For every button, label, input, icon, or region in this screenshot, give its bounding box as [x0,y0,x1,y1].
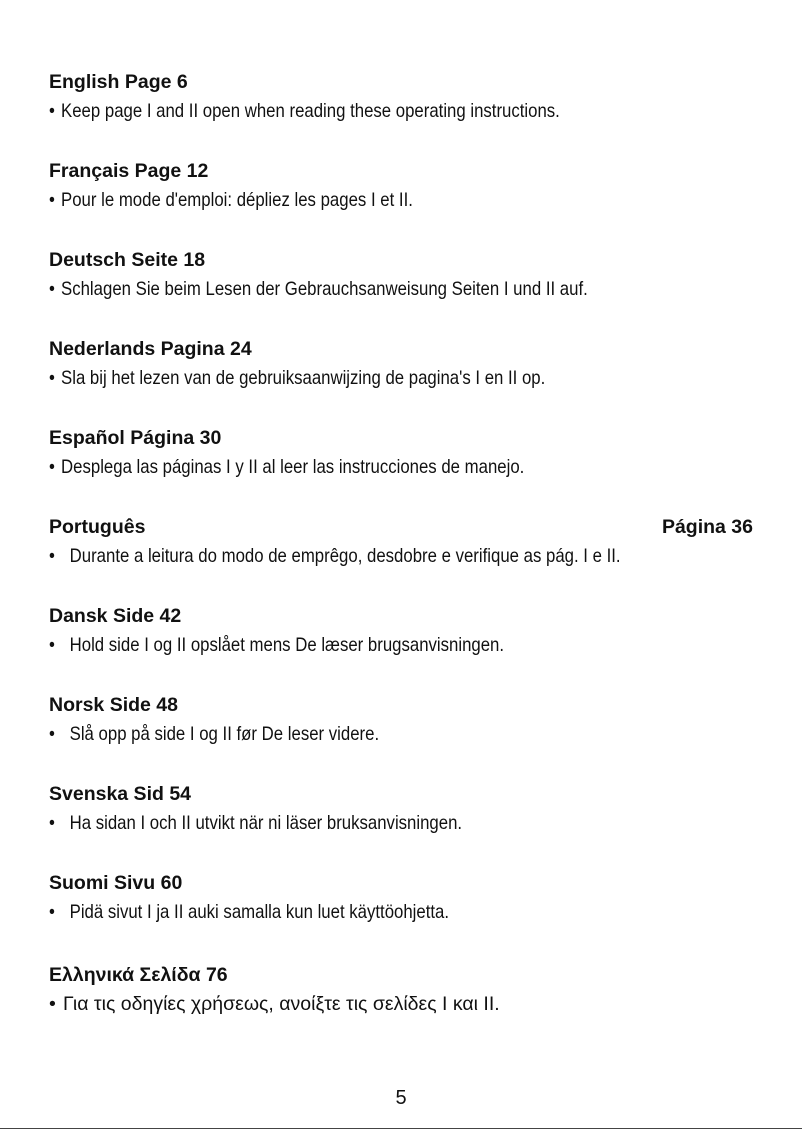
section-norsk [49,693,753,747]
page-number: 5 [395,1087,407,1109]
section-heading [49,515,753,539]
bullet-icon: • [49,901,55,923]
heading-label: Español Página 30 [49,427,222,449]
bullet-icon: • [49,812,55,834]
bottom-divider [0,1128,802,1129]
instruction-text: Sla bij het lezen van de gebruiksaanwijzing de pagina's I en II op. [61,367,546,389]
section-heading [49,963,753,987]
section-espanol [49,426,753,480]
instruction-text: Για τις οδηγίες χρήσεως, ανοίξτε τις σελίδες I και II. [63,993,500,1015]
instruction-text: Schlagen Sie beim Lesen der Gebrauchsanweisung Seiten I und II auf. [61,278,588,300]
bullet-icon: • [49,634,55,656]
section-suomi [49,871,753,925]
heading-label: Ελληνικά Σελίδα 76 [49,964,228,986]
section-dansk [49,604,753,658]
section-english [49,70,753,124]
instruction-line [49,276,654,302]
section-heading [49,604,753,628]
section-heading [49,782,753,806]
instruction-line [49,721,654,747]
heading-label: Português [49,516,146,538]
instruction-text: Desplega las páginas I y II al leer las instrucciones de manejo. [61,456,525,478]
instruction-text: Keep page I and II open when reading these operating instructions. [61,100,560,122]
heading-label: Deutsch Seite 18 [49,249,206,271]
section-heading [49,159,753,183]
section-heading [49,337,753,361]
heading-page-ref: Página 36 [661,516,753,538]
instruction-text: Pour le mode d'emploi: dépliez les pages I et II. [61,189,413,211]
bullet-icon: • [49,993,56,1015]
heading-label: Français Page 12 [49,160,209,182]
instruction-line [49,899,654,925]
section-deutsch [49,248,753,302]
section-svenska [49,782,753,836]
section-nederlands [49,337,753,391]
section-heading [49,693,753,717]
section-heading [49,70,753,94]
section-portugues [49,515,753,569]
bullet-icon: • [49,723,55,745]
instruction-line [49,187,654,213]
instruction-text: Ha sidan I och II utvikt när ni läser bruksanvisningen. [69,812,463,834]
section-francais [49,159,753,213]
section-heading [49,871,753,895]
bullet-icon: • [49,278,55,300]
instruction-text: Hold side I og II opslået mens De læser brugsanvisningen. [69,634,505,656]
heading-label: English Page 6 [49,71,188,93]
instruction-line [49,98,654,124]
bullet-icon: • [49,545,55,567]
bullet-icon: • [49,367,55,389]
instruction-line [49,543,654,569]
bullet-icon: • [49,189,55,211]
instruction-text: Durante a leitura do modo de emprêgo, desdobre e verifique as pág. I e II. [69,545,621,567]
section-greek [49,963,753,1017]
instruction-text: Slå opp på side I og II før De leser videre. [69,723,380,745]
instruction-line [49,991,753,1017]
instruction-text: Pidä sivut I ja II auki samalla kun luet käyttöohjetta. [69,901,450,923]
instruction-line [49,632,654,658]
instruction-line [49,454,654,480]
section-heading [49,248,753,272]
heading-label: Nederlands Pagina 24 [49,338,252,360]
heading-label: Dansk Side 42 [49,605,182,627]
heading-label: Suomi Sivu 60 [49,872,183,894]
section-heading [49,426,753,450]
heading-label: Norsk Side 48 [49,694,178,716]
bullet-icon: • [49,100,55,122]
instruction-line [49,810,654,836]
bullet-icon: • [49,456,55,478]
instruction-line [49,365,654,391]
heading-label: Svenska Sid 54 [49,783,192,805]
